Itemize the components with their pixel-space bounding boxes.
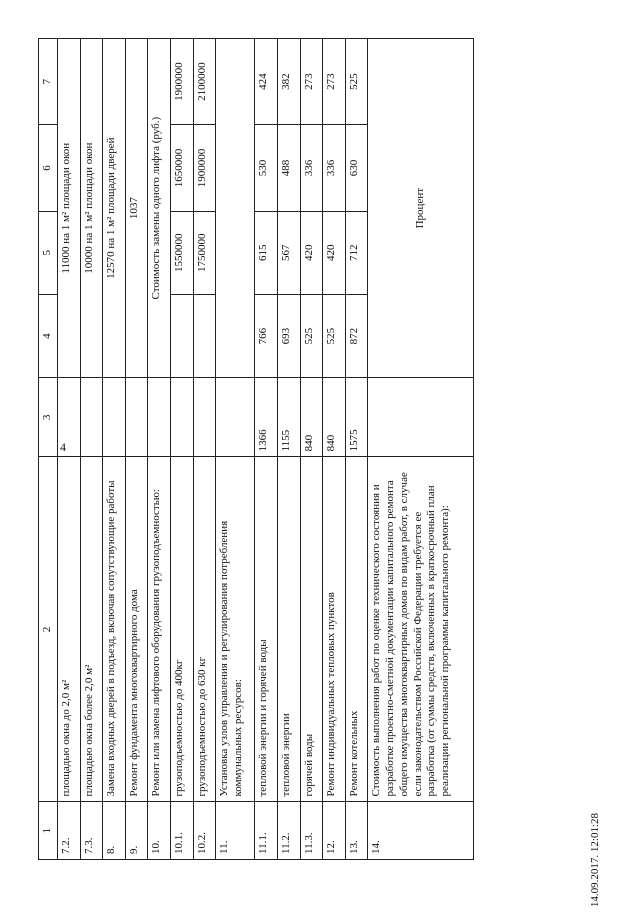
col-header: 6 [39,125,58,211]
row-name: Стоимость выполнения работ по оценке технического состояния и разработке проектно-сметной документации капитального ремонта общего имущества многоквартирных домов по видам работ, в случае если законодательством Российской Федерации требуется ее разработка (от суммы средств, включенных в краткосрочный план реализации региональной программы капитального ремонта): [368,457,474,802]
merged-value: 1037 [125,39,148,378]
row-name: грузоподъемностью до 400кг [170,457,193,802]
value-cell: 273 [300,39,323,125]
row-number: 7.3. [80,802,103,860]
empty-cell [193,294,216,377]
row-name: тепловой энергии [277,457,300,802]
empty-cell [216,378,255,457]
col-header: 1 [39,802,58,860]
rotated-table-container [38,38,474,860]
row-name: тепловой энергии и горячей воды [255,457,278,802]
table-row [148,39,171,860]
value-cell: 336 [300,125,323,211]
table-row [323,39,346,860]
timestamp-stamp [580,812,606,908]
table-row [255,39,278,860]
row-number: 11.2. [277,802,300,860]
row-number: 11.1. [255,802,278,860]
value-cell: 424 [255,39,278,125]
col-header: 5 [39,211,58,294]
table-row [277,39,300,860]
header-row [39,39,58,860]
empty-cell [170,294,193,377]
row-name: грузоподъемностью до 630 кг [193,457,216,802]
merged-value: 10000 на 1 м² площади окон [80,39,103,378]
row-name: Замена входных дверей в подъезд, включая сопутствующие работы [103,457,126,802]
row-number: 13. [345,802,368,860]
empty-cell [80,378,103,457]
row-name: горячей воды [300,457,323,802]
col-header: 3 [39,378,58,457]
row-name: площадью окна до 2,0 м² [58,457,81,802]
cost-table [38,38,474,860]
row-number: 11. [216,802,255,860]
table-row [300,39,323,860]
empty-cell [58,378,81,457]
col-header: 2 [39,457,58,802]
value-cell: 1900000 [193,125,216,211]
row-number: 10. [148,802,171,860]
table-row [103,39,126,860]
value-cell: 273 [323,39,346,125]
table-row [193,39,216,860]
empty-cell [103,378,126,457]
empty-cell [170,378,193,457]
row-name: Ремонт или замена лифтового оборудования грузоподъемностью: [148,457,171,802]
row-number: 9. [125,802,148,860]
value-cell: 1900000 [170,39,193,125]
value-cell: 712 [345,211,368,294]
value-cell: 840 [323,378,346,457]
value-cell: 530 [255,125,278,211]
value-cell: 2100000 [193,39,216,125]
table-row [80,39,103,860]
table-row [58,39,81,860]
merged-value: 12570 на 1 м² площади дверей [103,39,126,378]
page-number: 4 [60,440,66,454]
empty-cell [148,378,171,457]
value-cell: 567 [277,211,300,294]
empty-cell [368,378,474,457]
row-name: площадью окна более 2,0 м² [80,457,103,802]
row-name: Ремонт фундамента многоквартирного дома [125,457,148,802]
value-cell: 382 [277,39,300,125]
empty-cell [125,378,148,457]
value-cell: 525 [300,294,323,377]
table-row [368,39,474,860]
value-cell: 488 [277,125,300,211]
value-cell: 1650000 [170,125,193,211]
merged-value: Стоимость замены одного лифта (руб.) [148,39,171,378]
empty-cell [216,39,255,378]
table-row [345,39,368,860]
timestamp: 14.09.2017. 12:01:28 [589,812,601,908]
row-number: 7.2. [58,802,81,860]
value-cell: 1750000 [193,211,216,294]
value-cell: 1575 [345,378,368,457]
col-header: 4 [39,294,58,377]
value-cell: 420 [300,211,323,294]
row-number: 8. [103,802,126,860]
value-cell: 840 [300,378,323,457]
row-number: 10.1. [170,802,193,860]
value-cell: 615 [255,211,278,294]
row-number: 12. [323,802,346,860]
row-number: 14. [368,802,474,860]
value-cell: 630 [345,125,368,211]
row-name: Ремонт индивидуальных тепловых пунктов [323,457,346,802]
table-row [125,39,148,860]
value-cell: 1550000 [170,211,193,294]
empty-cell [193,378,216,457]
value-cell: 766 [255,294,278,377]
merged-value: 11000 на 1 м² площади окон [58,39,81,378]
row-name: Установка узлов управления и регулирования потребления коммунальных ресурсов: [216,457,255,802]
value-cell: 872 [345,294,368,377]
value-cell: 1155 [277,378,300,457]
row-number: 11.3. [300,802,323,860]
value-cell: 420 [323,211,346,294]
table-row [216,39,255,860]
col-header: 7 [39,39,58,125]
table-row [170,39,193,860]
value-cell: 336 [323,125,346,211]
row-number: 10.2. [193,802,216,860]
value-cell: 525 [323,294,346,377]
value-cell: 693 [277,294,300,377]
merged-value: Процент [368,39,474,378]
value-cell: 525 [345,39,368,125]
value-cell: 1366 [255,378,278,457]
row-name: Ремонт котельных [345,457,368,802]
